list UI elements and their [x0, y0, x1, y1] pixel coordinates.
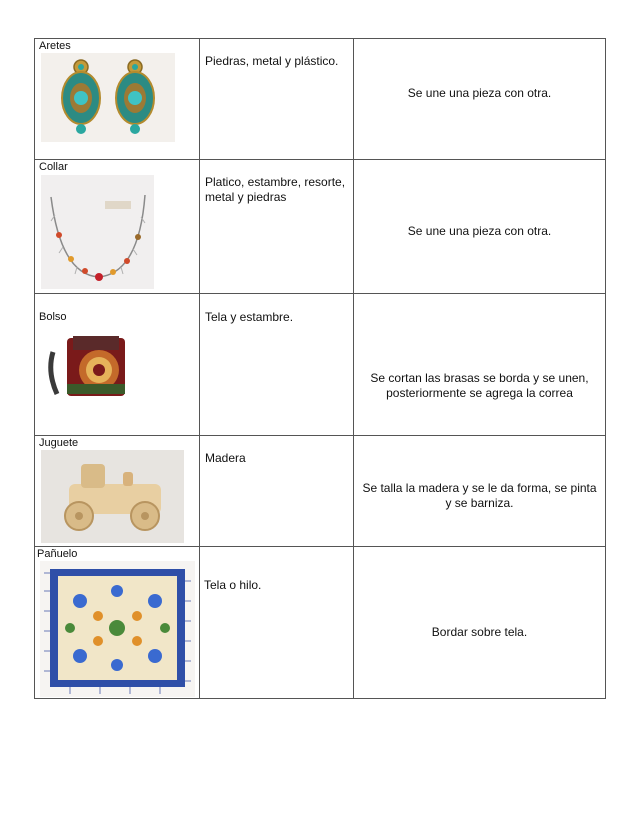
table-row — [35, 436, 606, 547]
crafts-table — [34, 38, 606, 699]
item-cell — [35, 436, 200, 547]
process-cell — [354, 547, 606, 699]
embroidered-scarf-photo-icon — [40, 561, 195, 697]
process-cell — [354, 294, 606, 436]
process-cell — [354, 160, 606, 294]
table-row — [35, 294, 606, 436]
bag-photo-icon — [43, 332, 135, 402]
table-row — [35, 39, 606, 160]
process-text: Bordar sobre tela. — [431, 625, 528, 639]
earrings-photo-icon — [41, 53, 175, 142]
item-name: Collar — [39, 161, 68, 173]
process-text: Se talla la madera y se le da forma, se pinta y se barniza. — [362, 481, 597, 510]
item-cell — [35, 39, 200, 160]
item-name: Bolso — [39, 311, 67, 323]
item-name: Aretes — [39, 40, 71, 52]
process-cell — [354, 436, 606, 547]
process-cell — [354, 39, 606, 160]
process-text: Se cortan las brasas se borda y se unen, posteriormente se agrega la correa — [370, 371, 589, 400]
table-row — [35, 160, 606, 294]
process-text: Se une una pieza con otra. — [407, 86, 552, 100]
item-name: Juguete — [39, 437, 79, 449]
necklace-photo-icon — [41, 175, 154, 289]
wooden-car-photo-icon — [41, 450, 184, 543]
materials-cell — [200, 39, 354, 160]
item-cell — [35, 160, 200, 294]
table-row — [35, 547, 606, 699]
materials-text: Tela o hilo. — [204, 578, 262, 592]
materials-text: Madera — [205, 451, 246, 465]
item-cell — [35, 294, 200, 436]
process-text: Se une una pieza con otra. — [407, 224, 552, 238]
materials-cell — [200, 160, 354, 294]
item-cell — [35, 547, 200, 699]
materials-text: Tela y estambre. — [205, 310, 294, 324]
materials-text: Piedras, metal y plástico. — [205, 54, 339, 68]
materials-text: Platico, estambre, resorte, metal y piedras — [205, 175, 346, 204]
materials-cell — [200, 294, 354, 436]
materials-cell — [200, 547, 354, 699]
item-name: Pañuelo — [37, 548, 78, 560]
materials-cell — [200, 436, 354, 547]
